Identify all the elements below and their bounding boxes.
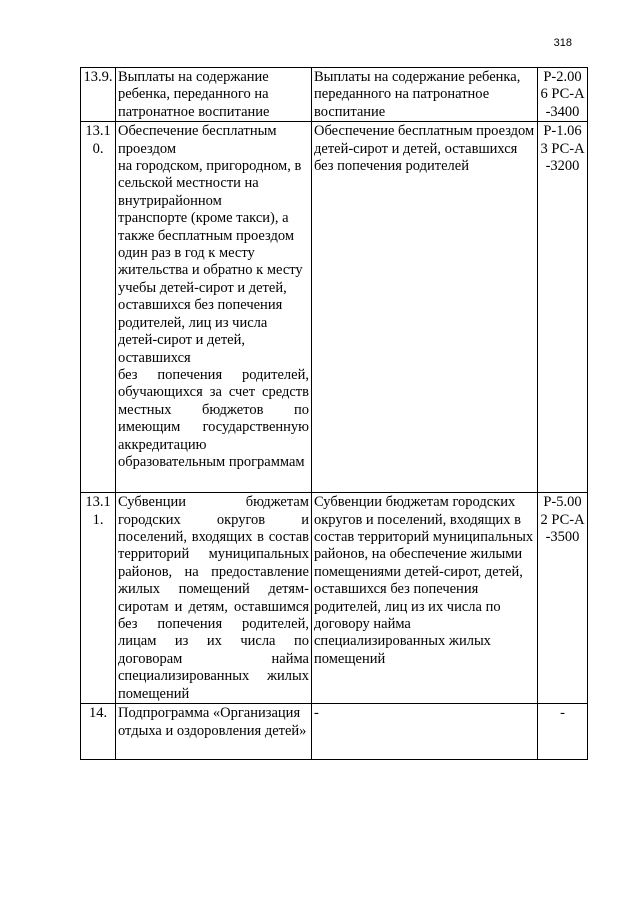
row-number: 13.11. bbox=[81, 493, 116, 704]
measure-name bbox=[116, 493, 312, 704]
measure-name bbox=[116, 704, 312, 760]
program-table bbox=[80, 67, 588, 760]
measure-name-text: транспорте (кроме такси), а также бесплатным проездом один раз в год к месту жительства и обратно к месту учебы детей-сирот и детей, оставшихся без попечения родителей, лиц из числа детей-сирот и детей, оставшихся bbox=[118, 210, 303, 366]
table-row bbox=[81, 68, 588, 122]
row-number: 13.9. bbox=[81, 68, 116, 122]
measure-description: Субвенции бюджетам городских округов и поселений, входящих в состав территорий муниципальных районов, на обеспечение жилыми помещениями детей-сирот, детей, оставшихся без попечения родителей, лиц из их числа по договору найма специализированных жилых помещений bbox=[312, 493, 538, 704]
measure-code: Р-5.002 РС-А-3500 bbox=[538, 493, 588, 704]
measure-name-text: Субвенции бюджетам городских округов и поселений, входящих в состав территорий муниципальных районов, на предоставление жилых помещений детям-сиротам и детям, оставшимся без попечения родителей, лицам из их числа по договорам найма специализированных жилых помещений bbox=[118, 494, 309, 702]
page-number: 318 bbox=[553, 37, 572, 49]
measure-name-text: Обеспечение бесплатным проездом bbox=[118, 123, 277, 157]
row-number: 13.10. bbox=[81, 122, 116, 493]
measure-name-text: на городском, пригородном, в сельской местности на внутрирайонном bbox=[118, 158, 302, 209]
measure-description: Обеспечение бесплатным проездом детей-сирот и детей, оставшихся без попечения родителей bbox=[312, 122, 538, 493]
measure-code: Р-1.063 РС-А-3200 bbox=[538, 122, 588, 493]
table-row bbox=[81, 493, 588, 704]
measure-name bbox=[116, 68, 312, 122]
measure-code: - bbox=[538, 704, 588, 760]
measure-code: Р-2.006 РС-А-3400 bbox=[538, 68, 588, 122]
measure-description: Выплаты на содержание ребенка, переданного на патронатное воспитание bbox=[312, 68, 538, 122]
measure-name-text: Подпрограмма «Организация отдыха и оздоровления детей» bbox=[118, 705, 307, 739]
row-number: 14. bbox=[81, 704, 116, 760]
measure-name bbox=[116, 122, 312, 493]
measure-name-text: Выплаты на содержание ребенка, переданного на патронатное воспитание bbox=[118, 69, 270, 120]
measure-name-text: без попечения родителей, обучающихся за счет средств местных бюджетов по имеющим государственную аккредитацию образовательным программам bbox=[118, 366, 309, 470]
measure-description: - bbox=[312, 704, 538, 760]
table-row bbox=[81, 704, 588, 760]
table-row bbox=[81, 122, 588, 493]
